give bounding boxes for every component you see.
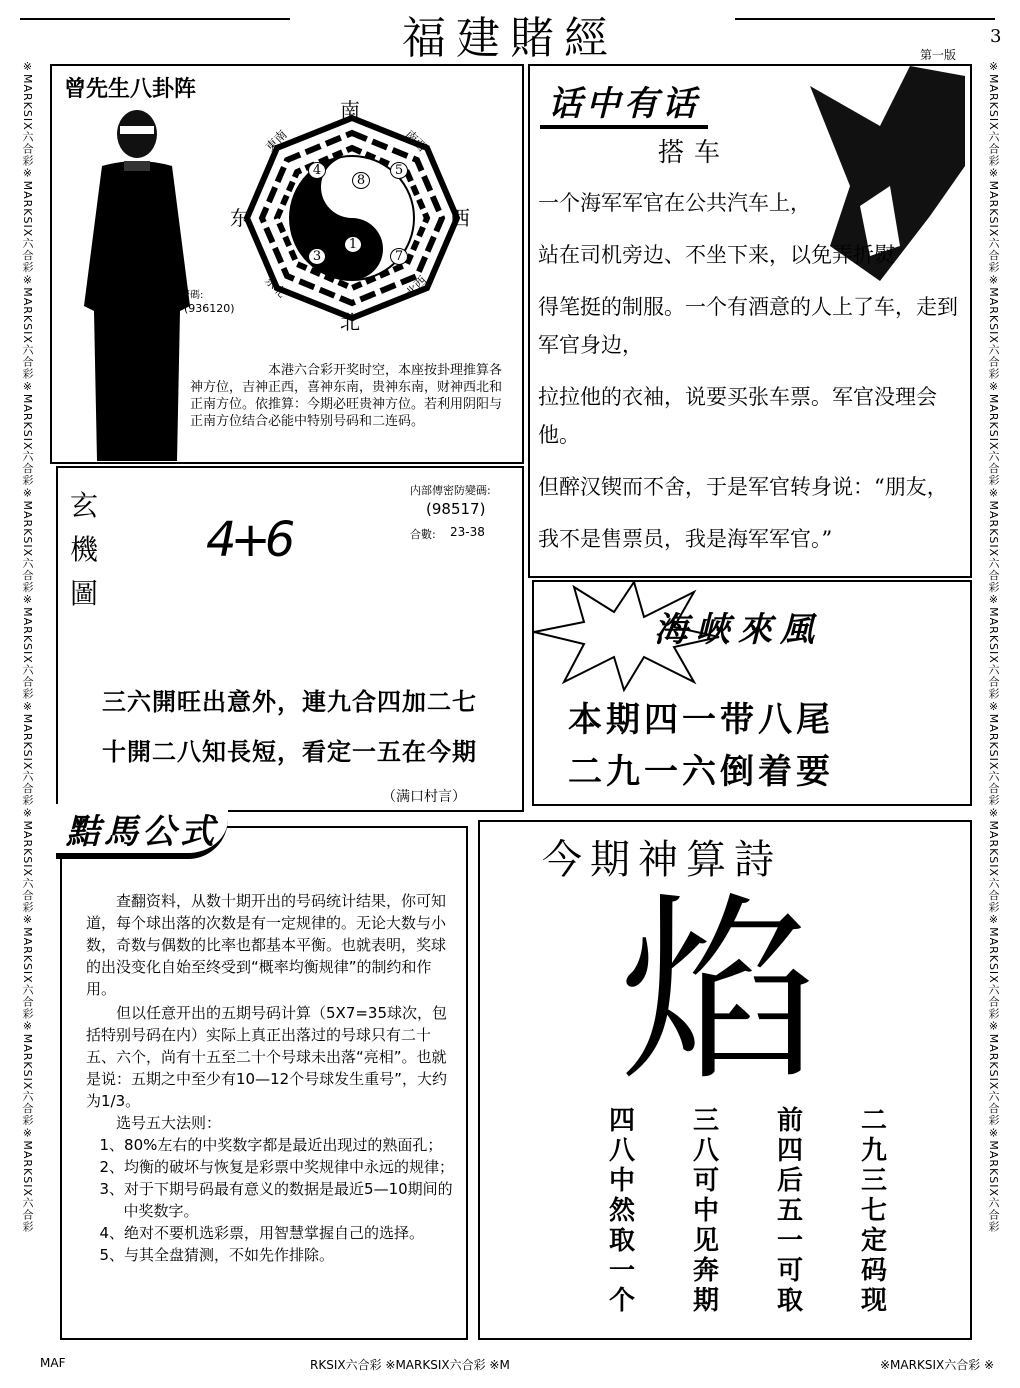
haixia-line: 本期四一带八尾 (568, 700, 834, 740)
story-panel (528, 64, 972, 578)
poem-char: 取 (608, 1226, 635, 1256)
poem-title: 今期神算詩 (542, 837, 782, 883)
poem-char: 可 (692, 1166, 719, 1196)
xuanji-code-label: 内部傳密防變碼: (410, 484, 491, 497)
poem-char: 前 (776, 1106, 803, 1136)
poem-char: 期 (692, 1286, 719, 1316)
poem-char: 然 (608, 1196, 635, 1226)
xuanji-signature: （满口村言） (382, 789, 466, 805)
dir-south: 南 (340, 98, 360, 122)
poem-char: 后 (776, 1166, 803, 1196)
bagua-number: 5 (390, 162, 408, 179)
left-watermark-strip: ※MARKSIX六合彩※MARKSIX六合彩※MARKSIX六合彩※MARKSIX六合彩※MARKSIX六合彩※MARKSIX六合彩※MARKSIX六合彩※MARKSIX六合彩※MARKSIX六合彩※MARKSIX六合彩※MARKSIX六合彩 (21, 60, 34, 1233)
story-heading: 搭车 (658, 138, 731, 168)
story-line: 一个海军军官在公共汽车上， (538, 191, 811, 215)
masthead-title: 福建賭經 (402, 13, 618, 64)
xuanji-panel (56, 466, 524, 812)
masthead-rule-left (20, 18, 290, 20)
formula-rule: 3、对于下期号码最有意义的数据是最近5—10期间的中奖数字。 (99, 1180, 453, 1220)
poem-char: 码 (860, 1256, 887, 1286)
poem-char: 奔 (692, 1256, 719, 1286)
poem-char: 见 (692, 1226, 719, 1256)
dir-southwest: 南西 (402, 127, 430, 155)
bagua-caption-code: (936120) (184, 302, 235, 315)
haixia-banner: 海峽來風 (654, 610, 822, 650)
xuanji-code: (98517) (426, 500, 486, 518)
bagua-caption-label: 内部密碼: (160, 290, 204, 301)
poem-verse-grid (580, 1100, 916, 1316)
page-number: 3 (990, 26, 1002, 47)
xuanji-title-char: 玄 (70, 489, 99, 522)
bagua-number: 3 (308, 248, 326, 265)
bagua-number: 7 (390, 248, 408, 265)
dir-southeast: 東南 (262, 127, 290, 155)
poem-char: 定 (860, 1226, 887, 1256)
story-line: 但醉汉锲而不舍，于是军官转身说：“朋友， (538, 475, 948, 499)
xuanji-title-char: 圖 (70, 577, 99, 610)
story-line: 得笔挺的制服。一个有酒意的人上了车，走到军官身边， (538, 295, 958, 357)
poem-char: 四 (608, 1106, 635, 1136)
formula-banner: 黠馬公式 (56, 804, 228, 859)
bagua-panel (50, 64, 524, 464)
footer-middle: RKSIX六合彩 ※MARKSIX六合彩 ※M (310, 1358, 510, 1372)
poem-char: 九 (860, 1136, 887, 1166)
footer-left: MAF (40, 1356, 66, 1370)
dir-northeast: 东北 (262, 273, 290, 301)
poem-char: 二 (860, 1106, 887, 1136)
story-body (538, 184, 978, 648)
xuanji-verse-line: 十開二八知長短，看定一五在今期 (102, 738, 477, 766)
poem-char: 一 (608, 1256, 635, 1286)
formula-paragraph: 但以任意开出的五期号码计算（5X7=35球次，包括特别号码在内）实际上真正出落过的号球只有二十五、六个，尚有十五至二十个号球未出落“亮相”。也就是说：五期之中至少有10—12个号球发生重号”，大约为1/3。 (86, 1004, 448, 1110)
footer-right: ※MARKSIX六合彩 ※ (880, 1358, 995, 1372)
formula-rule: 5、与其全盘猜测，不如先作排除。 (99, 1246, 335, 1264)
formula-panel (60, 812, 468, 1340)
poem-char: 取 (776, 1286, 803, 1316)
masthead-rule-right (735, 18, 995, 20)
poem-char: 七 (860, 1196, 887, 1226)
poem-char: 三 (860, 1166, 887, 1196)
poem-char: 可 (776, 1256, 803, 1286)
xuanji-verse-line: 三六開旺出意外，連九合四加二七 (102, 688, 477, 716)
formula-rules-title: 选号五大法则： (116, 1114, 222, 1132)
formula-rule: 1、80%左右的中奖数字都是最近出现过的熟面孔； (99, 1136, 443, 1154)
poem-big-char: 焰 (620, 875, 821, 1108)
poem-char: 八 (692, 1136, 719, 1166)
dir-west: 西 (450, 206, 470, 230)
story-line: 我不是售票员，我是海军军官。” (538, 527, 833, 551)
story-banner: 话中有话 (540, 76, 708, 129)
formula-body (86, 890, 458, 1266)
formula-rule: 2、均衡的破坏与恢复是彩票中奖规律中永远的规律； (99, 1158, 455, 1176)
poem-char: 中 (692, 1196, 719, 1226)
poem-char: 个 (608, 1286, 635, 1316)
poem-char: 八 (608, 1136, 635, 1166)
bagua-text: 本港六合彩开奖时空，本座按卦理推算各神方位，吉神正西，喜神东南，贵神东南，财神西北和正南方位。依推算：今期必旺贵神方位。若利用阴阳与正南方位结合必能中特别号码和二连码。 (190, 363, 503, 429)
right-watermark-strip: ※MARKSIX六合彩※MARKSIX六合彩※MARKSIX六合彩※MARKSIX六合彩※MARKSIX六合彩※MARKSIX六合彩※MARKSIX六合彩※MARKSIX六合彩※MARKSIX六合彩※MARKSIX六合彩※MARKSIX六合彩 (987, 60, 1000, 1233)
haixia-panel (532, 580, 972, 806)
xuanji-sum-label: 合數: (410, 528, 436, 541)
poem-char: 中 (608, 1166, 635, 1196)
poem-char: 五 (776, 1196, 803, 1226)
story-line: 站在司机旁边、不坐下来，以免弄折熨 (538, 243, 895, 267)
page-label: 第一版 (920, 48, 957, 62)
xuanji-title-char: 機 (70, 533, 99, 566)
poem-char: 三 (692, 1106, 719, 1136)
formula-rule: 4、绝对不要机选彩票，用智慧掌握自己的选择。 (99, 1224, 425, 1242)
formula-paragraph: 查翻资料，从数十期开出的号码统计结果，你可知道，每个球出落的次数是有一定规律的。无论大数与小数，奇数与偶数的比率也都基本平衡。也就表明，奖球的出没变化自始至终受到“概率均衡规律”的制约和作用。 (86, 892, 447, 998)
dir-northwest: 北西 (402, 273, 430, 301)
poem-char: 一 (776, 1226, 803, 1256)
bagua-number: 4 (308, 162, 326, 179)
dir-east: 东 (230, 206, 250, 230)
poem-char: 现 (860, 1286, 887, 1316)
bagua-title: 曾先生八卦阵 (64, 77, 197, 102)
xuanji-sum: 23-38 (450, 525, 485, 539)
poem-char: 四 (776, 1136, 803, 1166)
bagua-number: 1 (344, 236, 362, 253)
dir-north: 北 (340, 310, 360, 334)
haixia-line: 二九一六倒着要 (568, 752, 834, 792)
story-line: 拉拉他的衣袖，说要买张车票。军官没理会他。 (538, 385, 937, 447)
bagua-number: 8 (352, 172, 370, 189)
handwritten-sketch: 4+6 (206, 512, 290, 568)
